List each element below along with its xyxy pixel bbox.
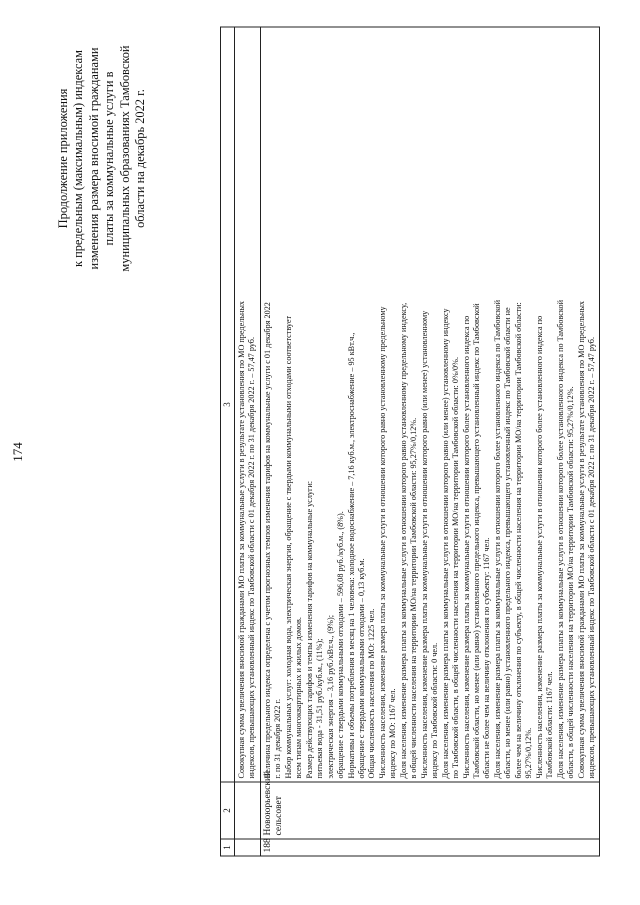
heading-line: муниципальных образованиях Тамбовской <box>117 45 132 272</box>
text-line: Доля населения, изменение размера платы за коммунальные услуги в отношении которого более установленного индекса по Тамбовской <box>555 300 565 779</box>
column-header: 3 <box>221 27 235 782</box>
text-line: индексов, превышающих установленный индекс по Тамбовской области с 01 декабря 2022 г. по 31 декабря 2022 г. – 57,47 руб. <box>247 336 257 779</box>
row-number: 188 <box>260 839 600 856</box>
text-line: Совокупная сумма увеличения вносимой гражданами МО платы за коммунальные услуги в результате установления по МО предельных <box>576 300 586 779</box>
text-line: обращение с твердыми коммунальными отходами – 596,08 руб./куб.м., (8%). <box>336 511 346 779</box>
text-line: Тамбовской области: 1167 чел. <box>545 671 555 779</box>
text-line: индексов, превышающих установленный индекс по Тамбовской области с 01 декабря 2022 г. по 31 декабря 2022 г. – 57,47 руб. <box>586 336 596 779</box>
text-line: области, но менее (или равно) установленного предельного индекса, превышающего установленный индекс по Тамбовской области не <box>503 307 513 779</box>
text-line: обращение с твердыми коммунальными отходами – 0,13 куб.м. <box>356 558 366 779</box>
text-line: Доля населения, изменение размера платы за коммунальные услуги в отношении которого равно (или менее) установленному индексу <box>440 308 450 779</box>
text-line: Общая численность населения по МО: 1225 чел. <box>367 608 377 779</box>
text-line: по Тамбовской области, в общей численности населения на территории МО/на территории Тамбовской области: 0%/0%. <box>451 356 461 779</box>
heading-line: платы за коммунальные услуги в <box>102 71 117 246</box>
table-cell-empty <box>235 839 261 856</box>
heading-line: Продолжение приложения <box>56 88 70 229</box>
municipality-name: Новоюрьевский сельсовет <box>260 782 600 839</box>
text-line: Размер действующих тарифов и темпы изменения тарифов на коммунальные услуги: <box>304 480 314 779</box>
text-line: 95,27%/0,12%. <box>524 727 534 779</box>
text-line: индексу по МО: 1167 чел. <box>388 688 398 779</box>
page-number: 174 <box>10 442 25 462</box>
text-line: г. по 31 декабря 2022 г. <box>273 698 283 779</box>
text-line: Численность населения, изменение размера платы за коммунальные услуги в отношении которого более установленного индекса по <box>534 315 544 779</box>
text-line: Величина предельного индекса определена с учетом прогнозных темпов изменения тарифов на коммунальные услуги с 01 декабря 2022 <box>262 302 272 779</box>
text-line: Тамбовской области, но менее (или равно) установленного предельного индекса, превышающего установленный индекс по Тамбовской <box>471 303 481 779</box>
text-line: Численность населения, изменение размера платы за коммунальные услуги в отношении которого более установленного индекса по <box>461 315 471 779</box>
table-row-continuation <box>235 27 261 856</box>
table-header-row <box>221 27 235 856</box>
text-line: Нормативы и объемы потребления в месяц на 1 человека: холодное водоснабжение – 7,16 куб.м., электроснабжение – 95 кВт.ч., <box>346 332 356 779</box>
continuation-text <box>235 27 261 782</box>
text-line: Совокупная сумма увеличения вносимой гражданами МО платы за коммунальные услуги в результате установления по МО предельных <box>237 300 246 779</box>
heading-line: к предельным (максимальным) индексам <box>71 49 86 268</box>
text-line: в общей численности населения на территории МО/на территории Тамбовской области: 95,27%/0,12%. <box>409 417 419 779</box>
table-row <box>260 27 600 856</box>
text-line: области не более чем на величину отклонения по субъекту: 1167 чел. <box>482 537 492 779</box>
text-line: Доля населения, изменение размера платы за коммунальные услуги в отношении которого более установленного индекса по Тамбовской <box>492 300 502 779</box>
appendix-heading <box>56 14 148 304</box>
text-line: Численность населения, изменение размера платы за коммунальные услуги в отношении которого равно (или менее) установленному <box>419 310 429 779</box>
text-line: Доля населения, изменение размера платы за коммунальные услуги в отношении которого равно установленному предельному индексу, <box>398 302 408 779</box>
text-line: питьевая вода - 31,51 руб./куб.м., (11%); <box>315 638 325 779</box>
text-line: более чем на величину отклонения по субъекту, в общей численности населения на территории МО/на территории Тамбовской области: <box>513 302 523 779</box>
heading-line: области на декабрь 2022 г. <box>133 89 148 228</box>
table-cell-empty <box>235 782 261 839</box>
row-description <box>260 27 600 782</box>
column-header: 1 <box>221 839 235 856</box>
text-line: Набор коммунальных услуг: холодная вода, электрическая энергия, обращение с твердыми коммунальными отходами соответствует <box>283 315 293 779</box>
text-line: области, в общей численности населения на территории МО/на территории Тамбовской области: 95,27%/0,12%. <box>566 386 576 779</box>
indices-table <box>220 27 600 857</box>
heading-line: изменения размера вносимой гражданами <box>86 47 101 270</box>
text-line: электрическая энергия – 3,16 руб./кВт.ч., (9%); <box>325 615 335 779</box>
column-header: 2 <box>221 782 235 839</box>
text-line: Численность населения, изменение размера платы за коммунальные услуги в отношении которого равно установленному предельному <box>377 306 387 779</box>
text-line: индексу по Тамбовской области: 0 чел. <box>430 642 440 779</box>
text-line: всем типам многоквартирных и жилых домов. <box>294 617 304 779</box>
